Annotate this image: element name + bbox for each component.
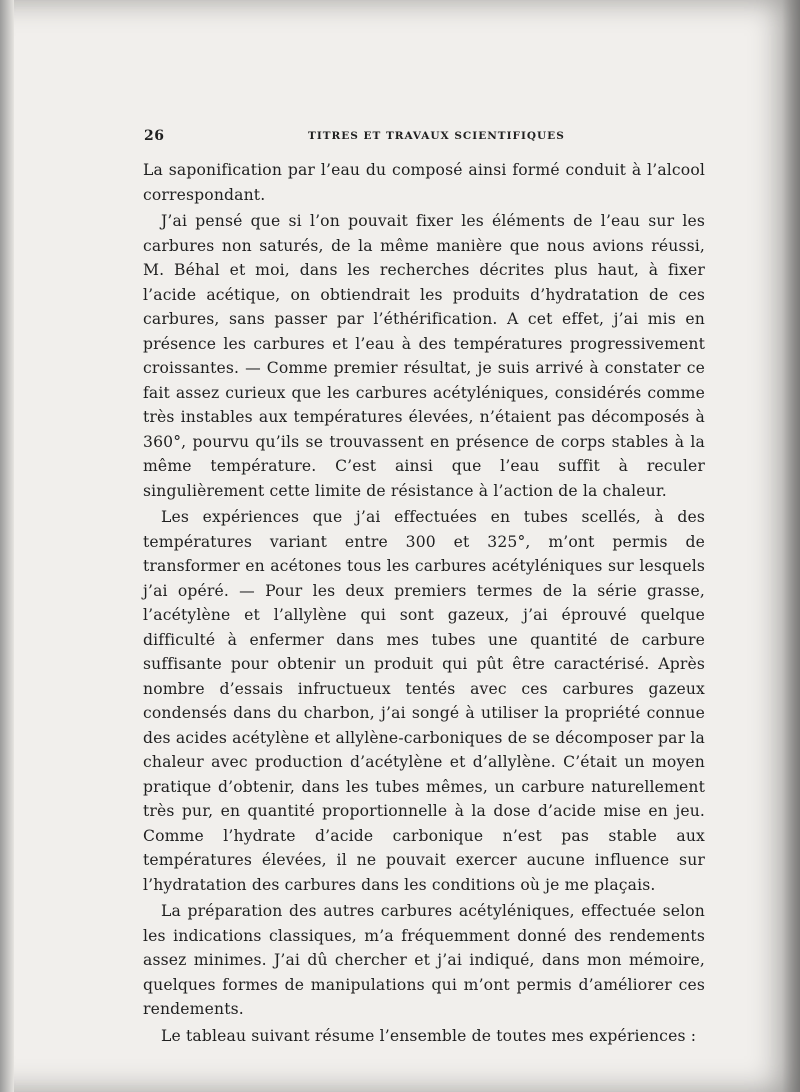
page-number: 26 — [144, 128, 165, 144]
paragraph: Les expériences que j’ai effectuées en tubes scellés, à des températures variant entre 300 et 325°, m’ont permis de transformer en acétones tous les carbures acétyléniques sur lesquels j’ai opéré. — Pour les deux premiers termes de la série grasse, l’acétylène et l’allylène qui sont gazeux, j’ai éprouvé quelque difficulté à enfermer dans mes tubes une quantité de carbure suffisante pour obtenir un produit qui pût être caractérisé. Après nombre d’essais infructueux tentés avec ces carbures gazeux condensés dans du charbon, j’ai songé à utiliser la propriété connue des acides acétylène et allylène-carboniques de se décomposer par la chaleur avec production d’acétylène et d’allylène. C’était un moyen pratique d’obtenir, dans les tubes mêmes, un carbure naturellement très pur, en quantité proportionnelle à la dose d’acide mise en jeu. Comme l’hydrate d’acide carbonique n’est pas stable aux températures élevées, il ne pouvait exercer aucune influence sur l’hydratation des carbures dans les conditions où je me plaçais. — [143, 508, 705, 894]
paragraph: La saponification par l’eau du composé ainsi formé conduit à l’alcool correspondant. — [143, 161, 705, 204]
page-header — [140, 128, 705, 150]
binding-gutter — [0, 0, 14, 1092]
paragraph: La préparation des autres carbures acétyléniques, effectuée selon les indications classiques, m’a fréquemment donné des rendements assez minimes. J’ai dû chercher et j’ai indiqué, dans mon mémoire, quelques formes de manipulations qui m’ont permis d’améliorer ces rendements. — [143, 902, 705, 1018]
paragraph: J’ai pensé que si l’on pouvait fixer les éléments de l’eau sur les carbures non saturés, de la même manière que nous avions réussi, M. Béhal et moi, dans les recherches décrites plus haut, à fixer l’acide acétique, on obtiendrait les produits d’hydratation de ces carbures, sans passer par l’éthérification. A cet effet, j’ai mis en présence les carbures et l’eau à des températures progressivement croissantes. — Comme premier résultat, je suis arrivé à constater ce fait assez curieux que les carbures acétyléniques, considérés comme très instables aux températures élevées, n’étaient pas décomposés à 360°, pourvu qu’ils se trouvassent en présence de corps stables à la même température. C’est ainsi que l’eau suffit à reculer singulièrement cette limite de résistance à l’action de la chaleur. — [143, 212, 705, 500]
paragraph: Le tableau suivant résume l’ensemble de toutes mes expériences : — [161, 1026, 697, 1045]
page-edge-shadow — [782, 0, 800, 1092]
running-title: TITRES ET TRAVAUX SCIENTIFIQUES — [308, 130, 565, 142]
body-text — [143, 158, 705, 1050]
